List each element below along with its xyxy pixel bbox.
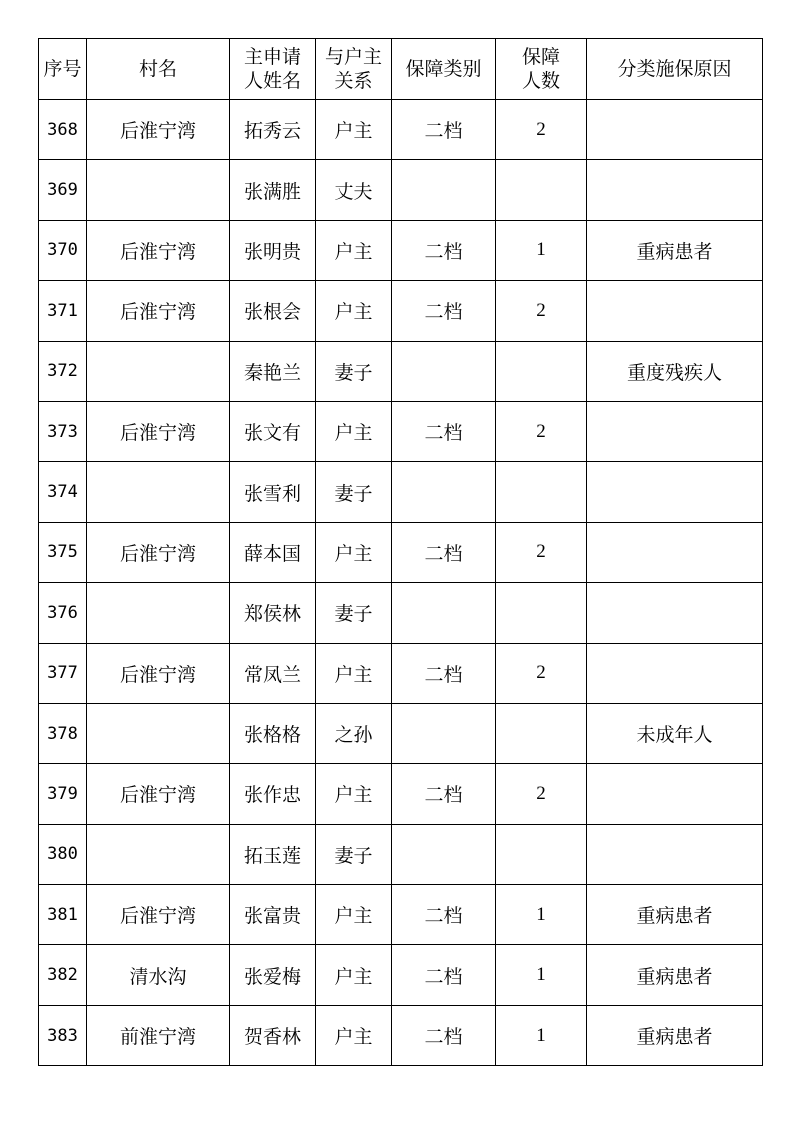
cell-reason <box>587 764 763 824</box>
cell-relation: 户主 <box>316 945 392 1005</box>
cell-village: 后淮宁湾 <box>87 401 230 461</box>
cell-seq: 382 <box>39 945 87 1005</box>
cell-village <box>87 462 230 522</box>
cell-reason: 未成年人 <box>587 703 763 763</box>
header-seq: 序号 <box>39 39 87 100</box>
cell-count: 2 <box>496 100 587 160</box>
cell-applicant-name: 郑侯林 <box>230 583 316 643</box>
cell-village <box>87 341 230 401</box>
cell-reason <box>587 401 763 461</box>
table-row <box>39 281 763 341</box>
cell-count <box>496 824 587 884</box>
header-row <box>39 39 763 100</box>
cell-category <box>392 160 496 220</box>
cell-applicant-name: 常凤兰 <box>230 643 316 703</box>
cell-reason: 重病患者 <box>587 885 763 945</box>
cell-applicant-name: 贺香林 <box>230 1005 316 1065</box>
cell-relation: 户主 <box>316 522 392 582</box>
cell-count <box>496 583 587 643</box>
cell-seq: 373 <box>39 401 87 461</box>
cell-relation: 户主 <box>316 281 392 341</box>
cell-count <box>496 160 587 220</box>
cell-reason: 重度残疾人 <box>587 341 763 401</box>
cell-relation: 户主 <box>316 100 392 160</box>
cell-village: 后淮宁湾 <box>87 764 230 824</box>
cell-category: 二档 <box>392 522 496 582</box>
table-row <box>39 583 763 643</box>
cell-village: 后淮宁湾 <box>87 220 230 280</box>
cell-relation: 户主 <box>316 885 392 945</box>
table-row <box>39 1005 763 1065</box>
cell-category: 二档 <box>392 1005 496 1065</box>
table-row <box>39 643 763 703</box>
header-relation-label: 与户主关系 <box>324 46 382 92</box>
header-count-label: 保障人数 <box>521 46 560 92</box>
cell-reason <box>587 160 763 220</box>
cell-village: 清水沟 <box>87 945 230 1005</box>
header-applicant-label: 主申请人姓名 <box>244 46 302 92</box>
cell-count: 1 <box>496 220 587 280</box>
cell-applicant-name: 张格格 <box>230 703 316 763</box>
table-row <box>39 220 763 280</box>
cell-relation: 户主 <box>316 643 392 703</box>
cell-village: 后淮宁湾 <box>87 643 230 703</box>
cell-village: 后淮宁湾 <box>87 522 230 582</box>
cell-count: 2 <box>496 643 587 703</box>
cell-seq: 368 <box>39 100 87 160</box>
cell-relation: 妻子 <box>316 462 392 522</box>
cell-applicant-name: 拓玉莲 <box>230 824 316 884</box>
cell-relation: 户主 <box>316 220 392 280</box>
cell-seq: 381 <box>39 885 87 945</box>
table-row <box>39 401 763 461</box>
cell-category <box>392 583 496 643</box>
cell-applicant-name: 张满胜 <box>230 160 316 220</box>
table-row <box>39 341 763 401</box>
cell-count: 1 <box>496 1005 587 1065</box>
table-row <box>39 703 763 763</box>
cell-applicant-name: 秦艳兰 <box>230 341 316 401</box>
cell-relation: 妻子 <box>316 341 392 401</box>
header-applicant <box>230 39 316 100</box>
table-header <box>39 39 763 100</box>
cell-reason: 重病患者 <box>587 220 763 280</box>
cell-relation: 妻子 <box>316 583 392 643</box>
cell-village: 后淮宁湾 <box>87 281 230 341</box>
header-category: 保障类别 <box>392 39 496 100</box>
cell-seq: 376 <box>39 583 87 643</box>
cell-relation: 户主 <box>316 1005 392 1065</box>
cell-count: 2 <box>496 401 587 461</box>
cell-applicant-name: 拓秀云 <box>230 100 316 160</box>
cell-category: 二档 <box>392 945 496 1005</box>
cell-category <box>392 703 496 763</box>
cell-seq: 383 <box>39 1005 87 1065</box>
cell-applicant-name: 张文有 <box>230 401 316 461</box>
table-row <box>39 522 763 582</box>
cell-reason <box>587 583 763 643</box>
cell-count: 1 <box>496 945 587 1005</box>
cell-village <box>87 703 230 763</box>
cell-relation: 之孙 <box>316 703 392 763</box>
table-row <box>39 885 763 945</box>
header-village: 村名 <box>87 39 230 100</box>
cell-reason <box>587 281 763 341</box>
cell-category: 二档 <box>392 885 496 945</box>
cell-reason: 重病患者 <box>587 1005 763 1065</box>
table-row <box>39 824 763 884</box>
cell-seq: 380 <box>39 824 87 884</box>
header-count <box>496 39 587 100</box>
header-relation <box>316 39 392 100</box>
cell-seq: 375 <box>39 522 87 582</box>
cell-category: 二档 <box>392 281 496 341</box>
cell-applicant-name: 张根会 <box>230 281 316 341</box>
cell-relation: 户主 <box>316 764 392 824</box>
cell-applicant-name: 张明贵 <box>230 220 316 280</box>
cell-village <box>87 824 230 884</box>
cell-seq: 379 <box>39 764 87 824</box>
table-row <box>39 462 763 522</box>
cell-seq: 374 <box>39 462 87 522</box>
cell-village: 后淮宁湾 <box>87 100 230 160</box>
cell-count <box>496 462 587 522</box>
cell-applicant-name: 张富贵 <box>230 885 316 945</box>
cell-seq: 378 <box>39 703 87 763</box>
cell-seq: 372 <box>39 341 87 401</box>
assistance-roster-table <box>38 38 763 1066</box>
cell-category <box>392 824 496 884</box>
cell-village <box>87 583 230 643</box>
header-reason: 分类施保原因 <box>587 39 763 100</box>
cell-relation: 妻子 <box>316 824 392 884</box>
table-row <box>39 945 763 1005</box>
cell-category: 二档 <box>392 100 496 160</box>
table-row <box>39 100 763 160</box>
cell-reason <box>587 824 763 884</box>
cell-applicant-name: 张雪利 <box>230 462 316 522</box>
cell-seq: 371 <box>39 281 87 341</box>
cell-village: 后淮宁湾 <box>87 885 230 945</box>
cell-seq: 377 <box>39 643 87 703</box>
cell-village: 前淮宁湾 <box>87 1005 230 1065</box>
cell-relation: 丈夫 <box>316 160 392 220</box>
cell-count: 2 <box>496 764 587 824</box>
cell-reason: 重病患者 <box>587 945 763 1005</box>
cell-seq: 369 <box>39 160 87 220</box>
cell-reason <box>587 522 763 582</box>
cell-reason <box>587 100 763 160</box>
cell-category: 二档 <box>392 220 496 280</box>
cell-count: 2 <box>496 522 587 582</box>
cell-applicant-name: 薛本国 <box>230 522 316 582</box>
table-row <box>39 160 763 220</box>
cell-reason <box>587 643 763 703</box>
cell-reason <box>587 462 763 522</box>
table-row <box>39 764 763 824</box>
cell-category <box>392 462 496 522</box>
cell-count <box>496 703 587 763</box>
cell-category: 二档 <box>392 764 496 824</box>
cell-category: 二档 <box>392 401 496 461</box>
cell-relation: 户主 <box>316 401 392 461</box>
cell-village <box>87 160 230 220</box>
cell-count <box>496 341 587 401</box>
cell-count: 1 <box>496 885 587 945</box>
cell-applicant-name: 张爱梅 <box>230 945 316 1005</box>
cell-seq: 370 <box>39 220 87 280</box>
cell-category <box>392 341 496 401</box>
cell-applicant-name: 张作忠 <box>230 764 316 824</box>
table-body <box>39 100 763 1066</box>
cell-count: 2 <box>496 281 587 341</box>
cell-category: 二档 <box>392 643 496 703</box>
